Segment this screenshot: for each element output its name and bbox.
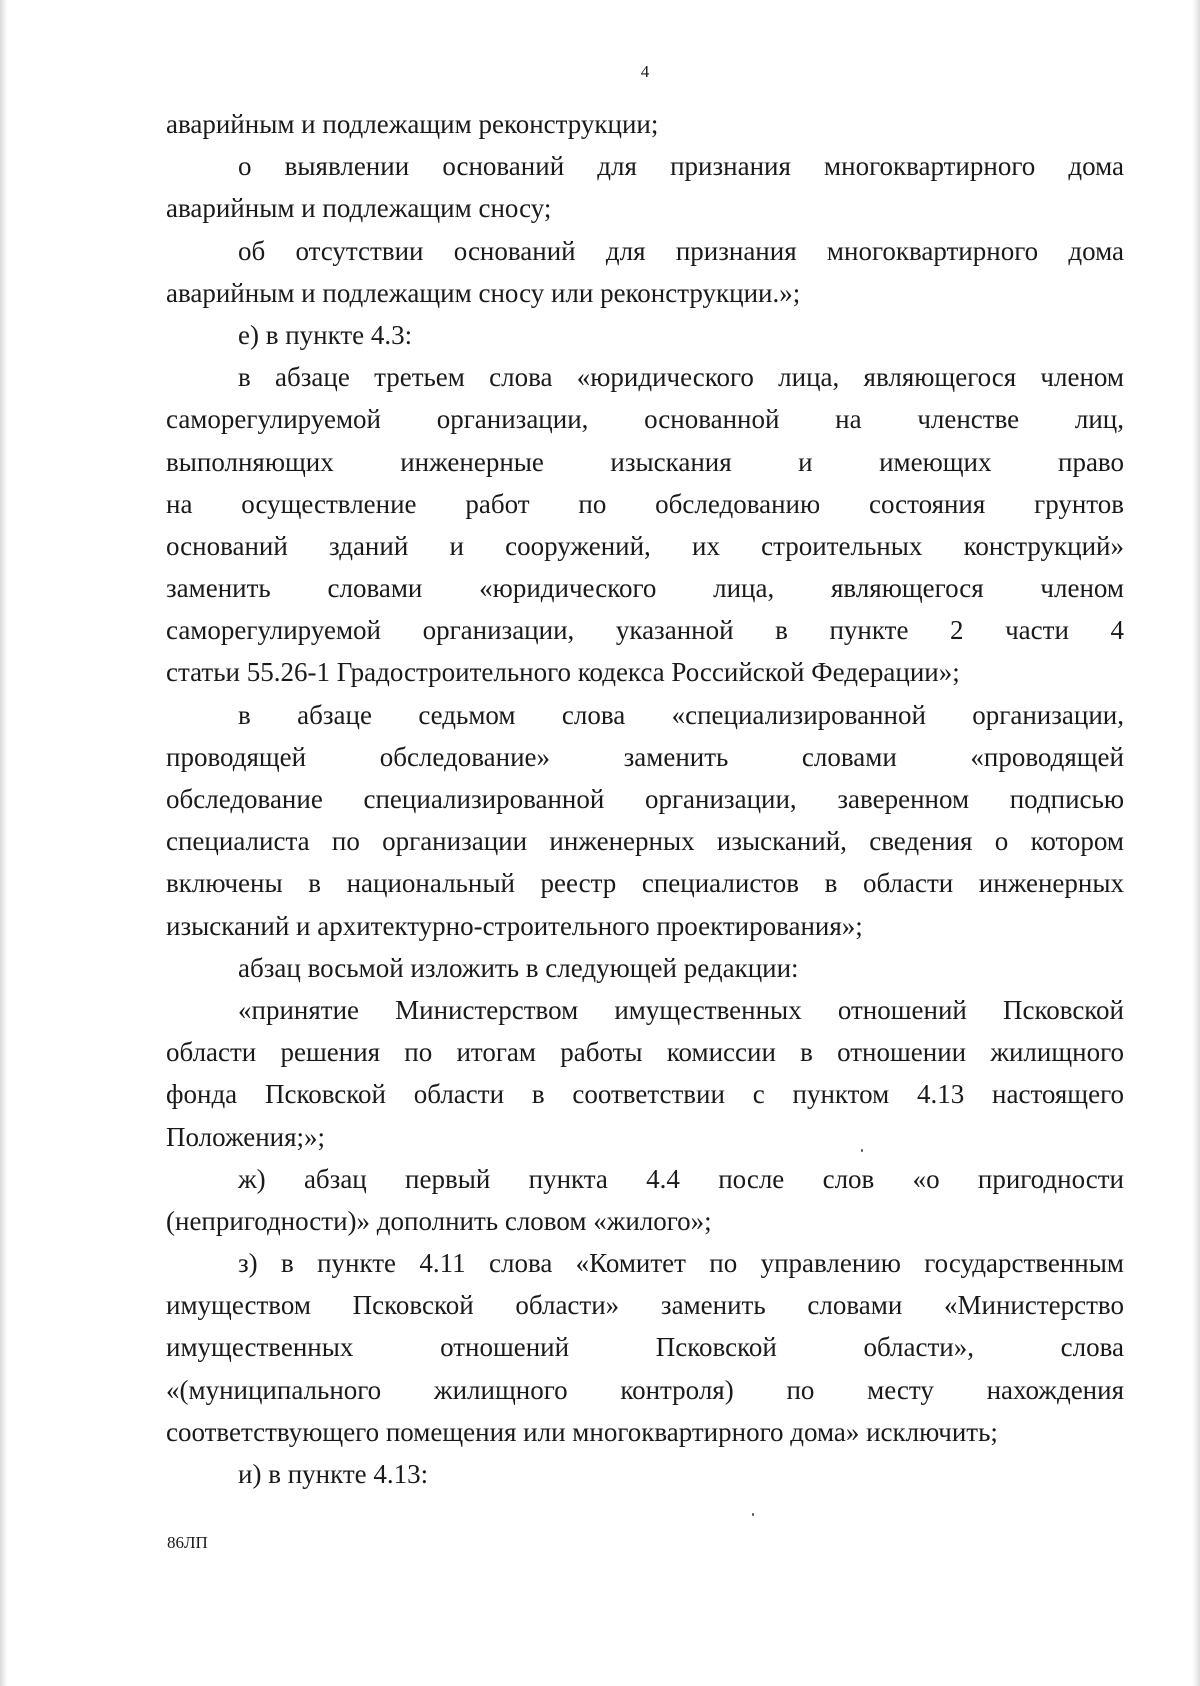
scan-speck (752, 1513, 754, 1516)
text-line: саморегулируемой организации, основанной на членстве лиц, (166, 404, 1124, 435)
text-line: (непригодности)» дополнить словом «жилого»; (166, 1205, 712, 1236)
text-line: об отсутствии оснований для признания многоквартирного дома (238, 235, 1124, 266)
text-line: специалиста по организации инженерных изысканий, сведения о котором (166, 826, 1124, 857)
text-line: аварийным и подлежащим сносу; (166, 193, 552, 224)
text-line: выполняющих инженерные изыскания и имеющих право (166, 446, 1124, 477)
text-line: в абзаце третьем слова «юридического лица, являющегося членом (238, 362, 1124, 393)
text-line: на осуществление работ по обследованию состояния грунтов (166, 488, 1124, 519)
text-line: заменить словами «юридического лица, являющегося членом (166, 573, 1124, 604)
text-line: аварийным и подлежащим реконструкции; (166, 109, 659, 139)
text-line: и) в пункте 4.13: (238, 1459, 429, 1489)
page-number: 4 (640, 62, 650, 81)
text-line: изысканий и архитектурно-строительного проектирования»; (166, 910, 863, 941)
text-line: абзац восьмой изложить в следующей редакции: (238, 952, 799, 983)
scan-edge-right (1192, 0, 1200, 1686)
document-body (166, 103, 1124, 1495)
text-line: обследование специализированной организации, заверенном подписью (166, 784, 1124, 814)
scan-speck (861, 1149, 863, 1152)
text-line: проводящей обследование» заменить словами «проводящей (166, 741, 1124, 772)
text-line: Положения;»; (166, 1121, 326, 1152)
text-line: фонда Псковской области в соответствии с пунктом 4.13 настоящего (166, 1079, 1124, 1110)
text-line: е) в пункте 4.3: (238, 319, 413, 350)
text-line: области решения по итогам работы комиссии в отношении жилищного (166, 1037, 1124, 1068)
text-line: включены в национальный реестр специалистов в области инженерных (166, 868, 1124, 899)
text-line: статьи 55.26-1 Градостроительного кодекса Российской Федерации»; (166, 657, 960, 688)
text-line: соответствующего помещения или многоквартирного дома» исключить; (166, 1416, 998, 1447)
text-line: з) в пункте 4.11 слова «Комитет по управлению государственным (238, 1248, 1124, 1279)
text-line: ж) абзац первый пункта 4.4 после слов «о пригодности (238, 1163, 1124, 1194)
footer-document-code: 86ЛП (167, 1533, 208, 1552)
scan-edge-left (0, 0, 8, 1686)
text-line: «(муниципального жилищного контроля) по месту нахождения (166, 1374, 1124, 1405)
text-line: оснований зданий и сооружений, их строительных конструкций» (166, 530, 1124, 561)
text-line: «принятие Министерством имущественных отношений Псковской (238, 994, 1124, 1025)
text-line: о выявлении оснований для признания многоквартирного дома (238, 151, 1124, 182)
text-line: саморегулируемой организации, указанной в пункте 2 части 4 (166, 615, 1124, 646)
text-line: имущественных отношений Псковской области», слова (166, 1332, 1124, 1363)
text-line: имуществом Псковской области» заменить словами «Министерство (166, 1290, 1124, 1321)
text-line: в абзаце седьмом слова «специализированной организации, (238, 699, 1124, 730)
text-line: аварийным и подлежащим сносу или реконструкции.»; (166, 277, 801, 308)
